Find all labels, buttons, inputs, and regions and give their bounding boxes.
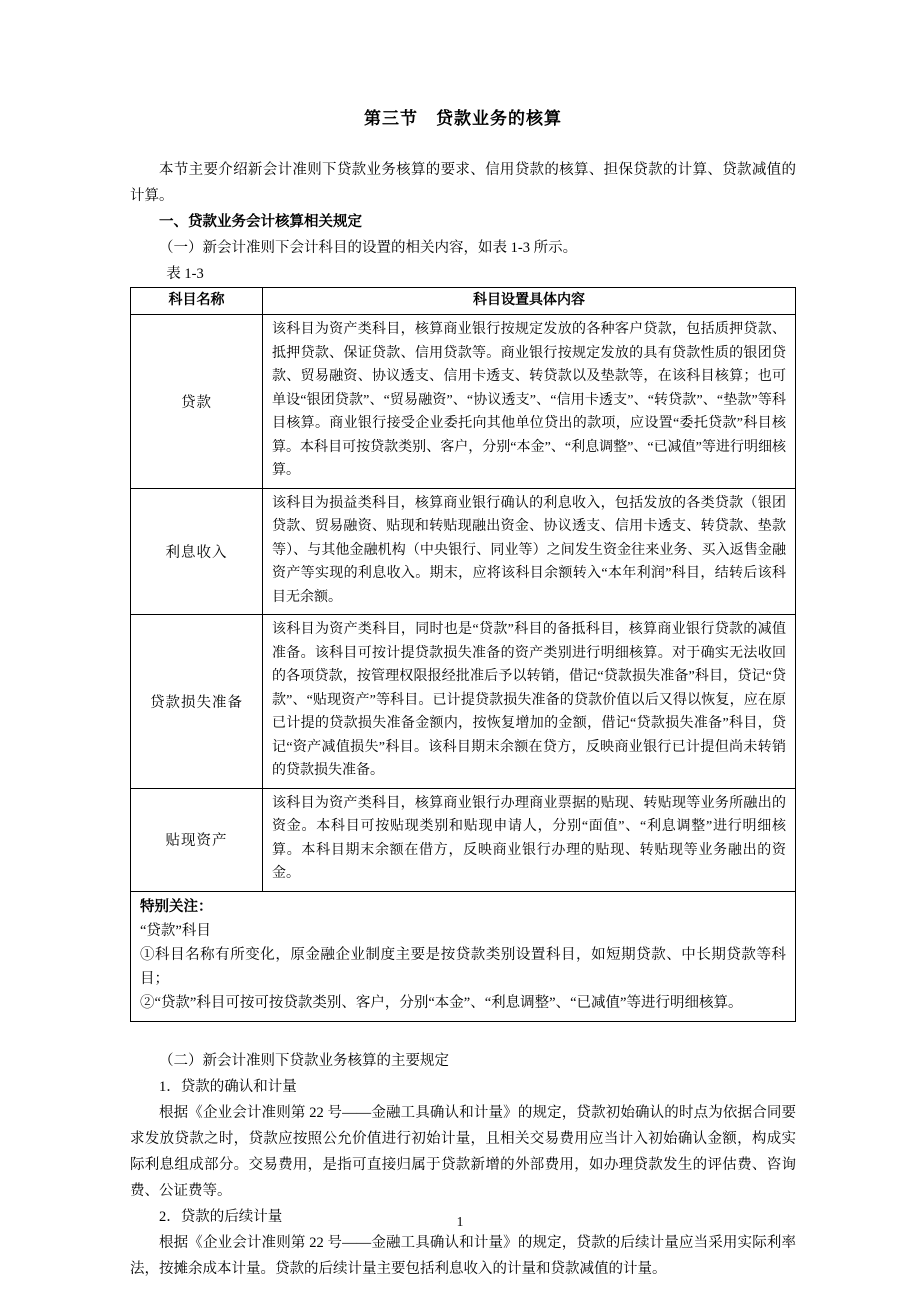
table-note-row <box>131 891 796 1021</box>
subject-name-cell: 贷款损失准备 <box>131 615 263 789</box>
table-row-loan <box>131 315 796 489</box>
table-header-subject-content: 科目设置具体内容 <box>263 288 796 315</box>
section1-subheading: （一）新会计准则下会计科目的设置的相关内容，如表 1-3 所示。 <box>159 240 578 256</box>
table-header-row <box>131 288 796 315</box>
subject-content-cell: 该科目为资产类科目，核算商业银行办理商业票据的贴现、转贴现等业务所融出的资金。本科目可按贴现类别和贴现申请人，分别“面值”、“利息调整”进行明细核算。本科目期末余额在借方，反映商业银行办理的贴现、转贴现等业务融出的资金。 <box>263 788 796 891</box>
section2-item1-body: 根据《企业会计准则第 22 号——金融工具确认和计量》的规定，贷款初始确认的时点为依据合同要求发放贷款之时，贷款应按照公允价值进行初始计量，且相关交易费用应当计入初始确认金额，构成实际利息组成部分。交易费用，是指可直接归属于贷款新增的外部费用，如办理贷款发生的评估费、咨询费、公证费等。 <box>130 1104 796 1199</box>
subject-content-cell: 该科目为损益类科目，核算商业银行确认的利息收入，包括发放的各类贷款（银团贷款、贸易融资、贴现和转贴现融出资金、协议透支、信用卡透支、转贷款、垫款等）、与其他金融机构（中央银行、同业等）之间发生资金往来业务、买入返售金融资产等实现的利息收入。期末，应将该科目余额转入“本年利润”科目，结转后该科目无余额。 <box>263 488 796 615</box>
section2-heading: （二）新会计准则下贷款业务核算的主要规定 <box>159 1052 449 1069</box>
table-header-subject-name: 科目名称 <box>131 288 263 315</box>
table-caption: 表 1-3 <box>166 266 204 282</box>
special-note-line: ①科目名称有所变化，原金融企业制度主要是按贷款类别设置科目，如短期贷款、中长期贷款等科目； <box>140 946 786 987</box>
table-row-discounted-assets <box>131 788 796 891</box>
subject-content-cell: 该科目为资产类科目，同时也是“贷款”科目的备抵科目，核算商业银行贷款的减值准备。该科目可按计提贷款损失准备的资产类别进行明细核算。对于确实无法收回的各项贷款，按管理权限报经批准后予以转销，借记“贷款损失准备”科目，贷记“贷款”、“贴现资产”等科目。已计提贷款损失准备的贷款价值以后又得以恢复，应在原已计提的贷款损失准备金额内，按恢复增加的金额，借记“贷款损失准备”科目，贷记“资产减值损失”科目。该科目期末余额在贷方，反映商业银行已计提但尚未转销的贷款损失准备。 <box>263 615 796 789</box>
section1-heading: 一、贷款业务会计核算相关规定 <box>159 214 362 230</box>
special-note-cell <box>131 891 796 1021</box>
page-title: 第三节 贷款业务的核算 <box>364 109 562 128</box>
subject-name-cell: 利息收入 <box>131 488 263 615</box>
section2-item2-title: 2．贷款的后续计量 <box>159 1208 283 1225</box>
special-note-title: 特别关注： <box>140 898 213 915</box>
subject-table <box>130 287 796 1022</box>
special-note-line: “贷款”科目 <box>140 922 211 939</box>
page-number: 1 <box>456 1214 464 1229</box>
table-row-interest-income <box>131 488 796 615</box>
subject-name-cell: 贴现资产 <box>131 788 263 891</box>
special-note-line: ②“贷款”科目可按可按贷款类别、客户，分别“本金”、“利息调整”、“已减值”等进行明细核算。 <box>140 994 743 1011</box>
table-row-loan-loss-provision <box>131 615 796 789</box>
subject-content-cell: 该科目为资产类科目，核算商业银行按规定发放的各种客户贷款，包括质押贷款、抵押贷款、保证贷款、信用贷款等。商业银行按规定发放的具有贷款性质的银团贷款、贸易融资、协议透支、信用卡透支、转贷款以及垫款等，在该科目核算；也可单设“银团贷款”、“贸易融资”、“协议透支”、“信用卡透支”、“转贷款”、“垫款”等科目核算。商业银行接受企业委托向其他单位贷出的款项，应设置“委托贷款”科目核算。本科目可按贷款类别、客户，分别“本金”、“利息调整”、“已减值”等进行明细核算。 <box>263 315 796 489</box>
intro-paragraph: 本节主要介绍新会计准则下贷款业务核算的要求、信用贷款的核算、担保贷款的计算、贷款减值的计算。 <box>130 162 796 204</box>
section2-item1-title: 1．贷款的确认和计量 <box>159 1078 297 1095</box>
subject-name-cell: 贷款 <box>131 315 263 489</box>
section2-item2-body: 根据《企业会计准则第 22 号——金融工具确认和计量》的规定，贷款的后续计量应当采用实际利率法，按摊余成本计量。贷款的后续计量主要包括利息收入的计量和贷款减值的计量。 <box>130 1234 796 1277</box>
